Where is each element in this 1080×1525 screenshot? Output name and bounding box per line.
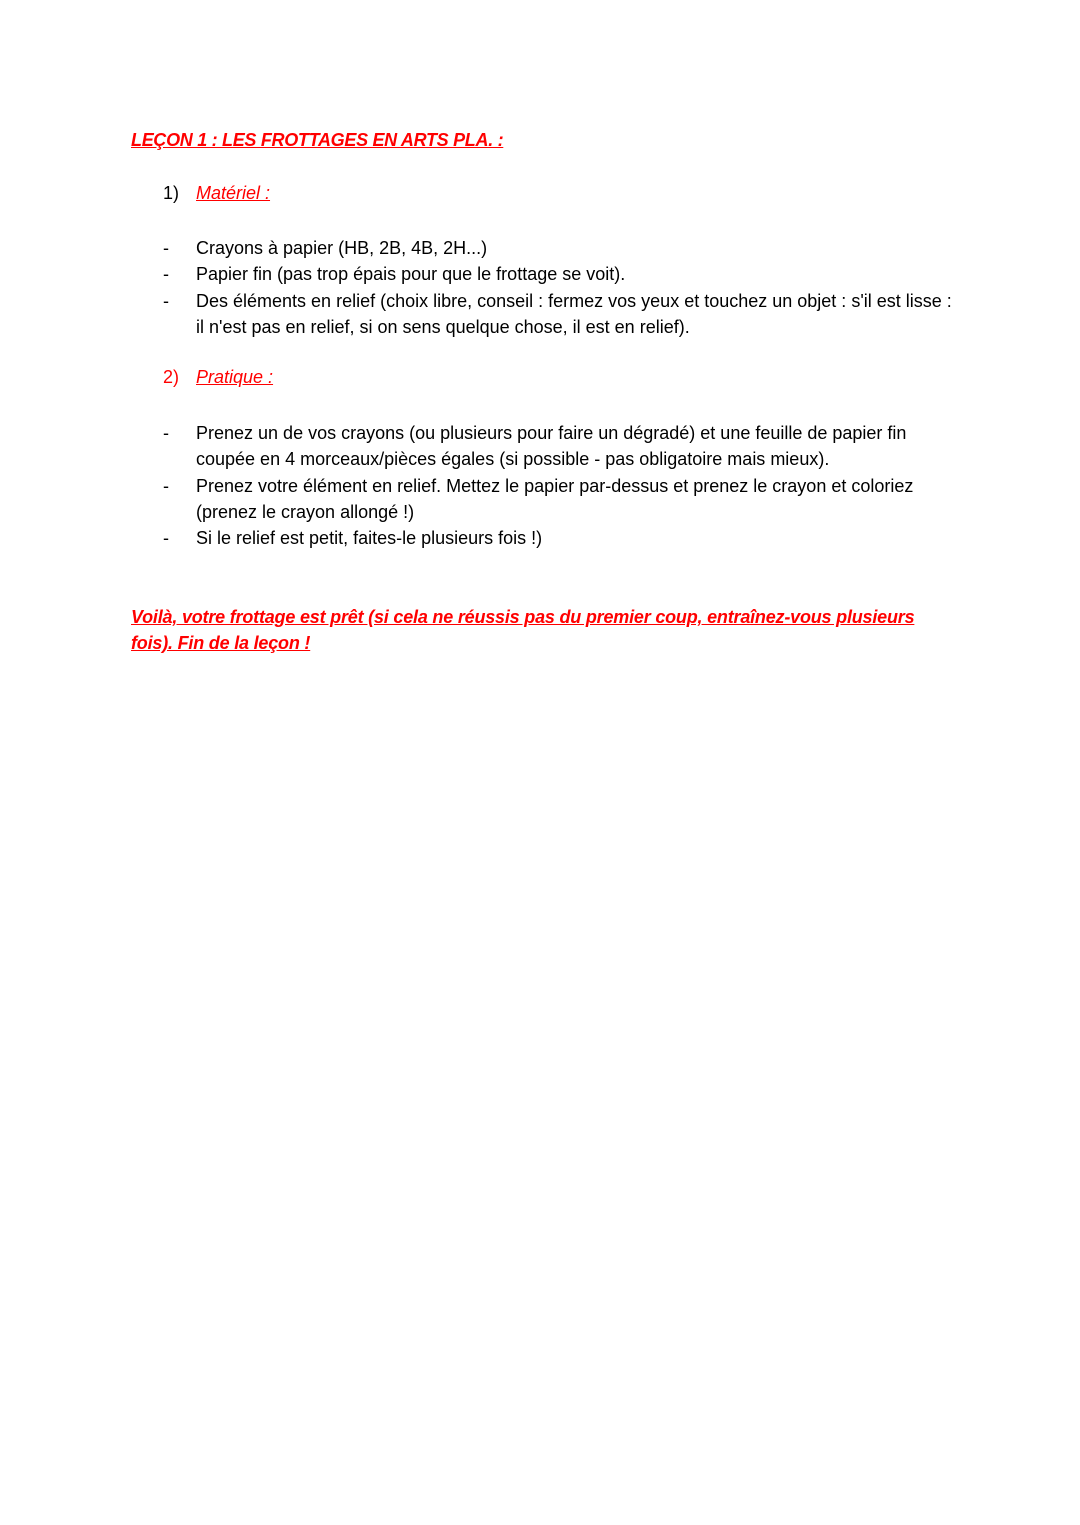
section-number: 2) bbox=[163, 367, 180, 387]
list-item bbox=[163, 525, 923, 551]
list-item-text: Prenez votre élément en relief. Mettez le papier par-dessus et prenez le crayon et coloriez (prenez le crayon allongé !) bbox=[196, 475, 914, 522]
list-item bbox=[163, 261, 963, 287]
list-item-text: Papier fin (pas trop épais pour que le frottage se voit). bbox=[196, 264, 626, 285]
lesson-conclusion: Voilà, votre frottage est prêt (si cela ne réussis pas du premier coup, entraînez-vous plusieurs fois). Fin de la leçon ! bbox=[131, 607, 915, 653]
lesson-title: LEÇON 1 : LES FROTTAGES EN ARTS PLA. : bbox=[131, 130, 504, 150]
list-item-text: Crayons à papier (HB, 2B, 4B, 2H...) bbox=[196, 238, 488, 258]
bullet-dash: - bbox=[163, 290, 169, 311]
bullet-dash: - bbox=[163, 238, 169, 258]
list-item bbox=[163, 420, 923, 473]
materiel-list bbox=[163, 235, 963, 340]
list-item-text: Prenez un de vos crayons (ou plusieurs pour faire un dégradé) et une feuille de papier fin coupée en 4 morceaux/pièces égales (si possible - pas obligatoire mais mieux). bbox=[196, 423, 907, 470]
list-item bbox=[163, 473, 923, 526]
section-label: Pratique : bbox=[196, 367, 274, 387]
list-item-text: Des éléments en relief (choix libre, conseil : fermez vos yeux et touchez un objet : s'il est lisse : il n'est pas en relief, si on sens quelque chose, il est en relief). bbox=[196, 290, 952, 337]
section-heading-pratique bbox=[163, 367, 273, 388]
list-item bbox=[163, 288, 963, 341]
bullet-dash: - bbox=[163, 475, 169, 496]
section-number: 1) bbox=[163, 183, 180, 203]
list-item bbox=[163, 235, 963, 261]
bullet-dash: - bbox=[163, 264, 169, 285]
bullet-dash: - bbox=[163, 423, 169, 443]
bullet-dash: - bbox=[163, 528, 169, 549]
pratique-list bbox=[163, 420, 923, 551]
list-item-text: Si le relief est petit, faites-le plusieurs fois !) bbox=[196, 528, 543, 549]
section-heading-materiel bbox=[163, 183, 270, 204]
section-label: Matériel : bbox=[196, 183, 271, 203]
